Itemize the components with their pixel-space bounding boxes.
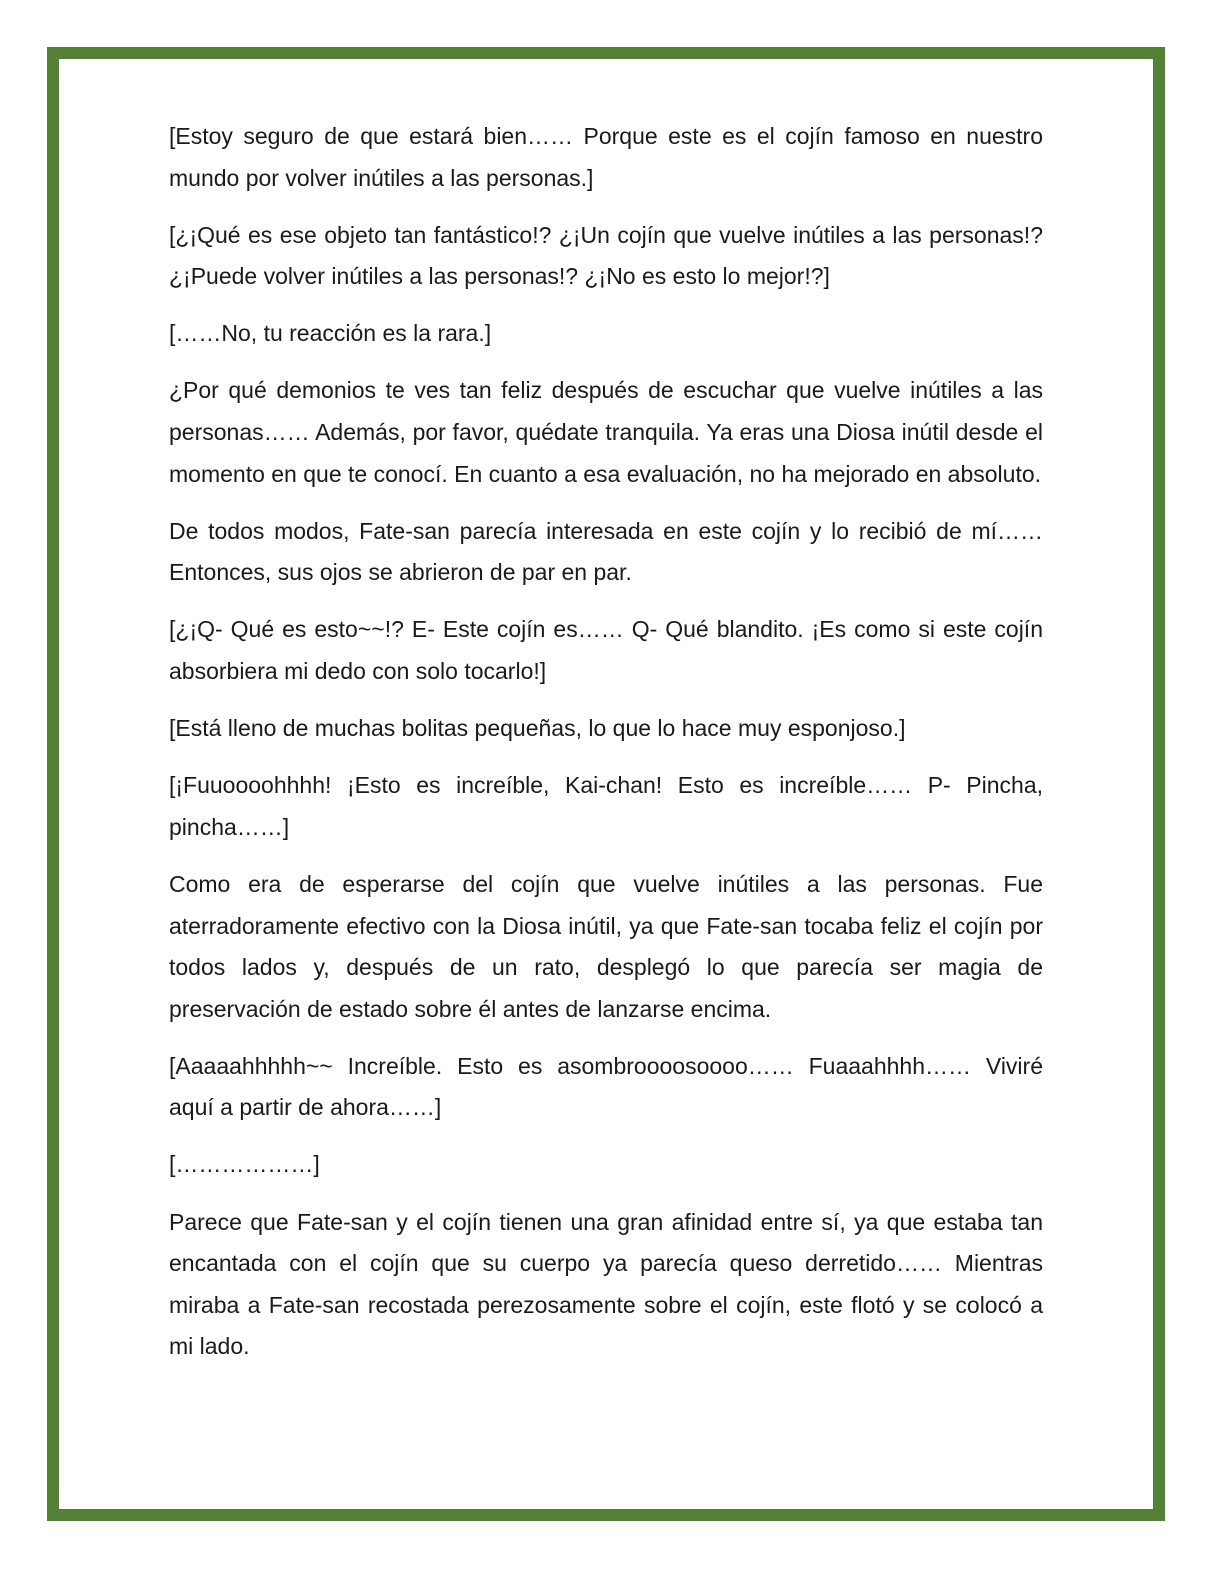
paragraph: Como era de esperarse del cojín que vuelve inútiles a las personas. Fue aterradoramente efectivo con la Diosa inútil, ya que Fate-san tocaba feliz el cojín por todos lados y, después de un rato, desplegó lo que parecía ser magia de preservación de estado sobre él antes de lanzarse encima. <box>169 870 1043 1022</box>
paragraph: [……No, tu reacción es la rara.] <box>169 320 492 347</box>
document-body <box>169 116 1043 1368</box>
paragraph: Parece que Fate-san y el cojín tienen una gran afinidad entre sí, ya que estaba tan encantada con el cojín que su cuerpo ya parecía queso derretido…… Mientras miraba a Fate-san recostada perezosamente sobre el cojín, este flotó y se colocó a mi lado. <box>169 1208 1043 1360</box>
paragraph: [………………] <box>169 1151 320 1178</box>
paragraph: [¿¡Q- Qué es esto~~!? E- Este cojín es…… Q- Qué blandito. ¡Es como si este cojín absorbiera mi dedo con solo tocarlo!] <box>169 616 1043 685</box>
paragraph: [Está lleno de muchas bolitas pequeñas, lo que lo hace muy esponjoso.] <box>169 715 906 742</box>
paragraph: [¿¡Qué es ese objeto tan fantástico!? ¿¡Un cojín que vuelve inútiles a las personas!? ¿¡Puede volver inútiles a las personas!? ¿¡No es esto lo mejor!?] <box>169 221 1043 290</box>
paragraph: [Aaaaahhhhh~~ Increíble. Esto es asombroooosoooo…… Fuaaahhhh…… Viviré aquí a partir de ahora……] <box>169 1052 1043 1121</box>
paragraph: [Estoy seguro de que estará bien…… Porque este es el cojín famoso en nuestro mundo por volver inútiles a las personas.] <box>169 123 1043 191</box>
paragraph: De todos modos, Fate-san parecía interesada en este cojín y lo recibió de mí…… Entonces, sus ojos se abrieron de par en par. <box>169 517 1043 586</box>
paragraph: [¡Fuuoooohhhh! ¡Esto es increíble, Kai-chan! Esto es increíble…… P- Pincha, pincha……] <box>169 772 1043 840</box>
paragraph: ¿Por qué demonios te ves tan feliz después de escuchar que vuelve inútiles a las personas…… Además, por favor, quédate tranquila. Ya eras una Diosa inútil desde el momento en que te conocí. En cuanto a esa evaluación, no ha mejorado en absoluto. <box>169 377 1043 487</box>
